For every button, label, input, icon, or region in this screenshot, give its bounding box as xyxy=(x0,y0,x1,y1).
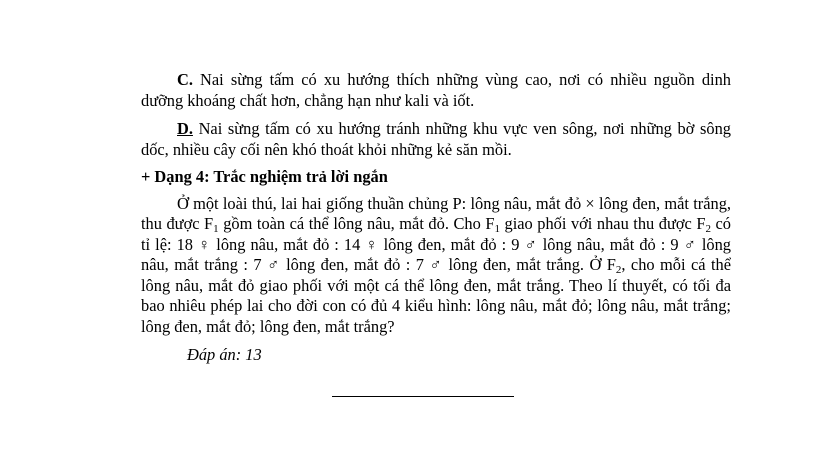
option-c-text: Nai sừng tấm có xu hướng thích những vùng cao, nơi có nhiều nguồn dinh dưỡng khoáng chất hơn, chẳng hạn như kali và iốt. xyxy=(141,70,731,110)
question-text-5: , cho mỗi cá thể lông nâu, mắt đỏ giao phối với một cá thể lông đen, mắt trắng. Theo lí thuyết, có tối đa bao nhiêu phép lai cho đời con có đủ 4 kiểu hình: lông nâu, mắt đỏ; lông nâu, mắt trắng; lông đen, mắt đỏ; lông đen, mắt trắng? xyxy=(141,255,731,336)
answer-line: Đáp án: 13 xyxy=(187,345,262,364)
subscript-f1-b: 1 xyxy=(494,223,500,235)
question-text-3: giao phối với nhau thu được F xyxy=(499,214,706,233)
option-c xyxy=(141,70,731,111)
question-text-1: Ở một loài thú, lai hai giống thuần chủng P: lông nâu, mắt đỏ × lông đen, mắt trắng, thu được F xyxy=(141,193,731,233)
subscript-f2-a: 2 xyxy=(705,223,711,235)
divider-line xyxy=(332,396,514,397)
section-heading: + Dạng 4: Trắc nghiệm trả lời ngắn xyxy=(141,167,388,186)
option-d-letter: D. xyxy=(177,119,193,138)
subscript-f1-a: 1 xyxy=(213,223,219,235)
option-d xyxy=(141,119,731,160)
question-text-4: có tỉ lệ: 18 ♀ lông nâu, mắt đỏ : 14 ♀ lông đen, mắt đỏ : 9 ♂ lông nâu, mắt đỏ : 9 ♂ lông nâu, mắt trắng : 7 ♂ lông đen, mắt đỏ : 7 ♂ lông đen, mắt trắng. Ở F xyxy=(141,214,731,274)
document-page xyxy=(141,70,731,366)
option-c-letter: C. xyxy=(177,70,193,89)
subscript-f2-b: 2 xyxy=(615,264,622,276)
option-d-text: Nai sừng tấm có xu hướng tránh những khu vực ven sông, nơi những bờ sông dốc, nhiều cây cối nên khó thoát khỏi những kẻ săn mồi. xyxy=(141,119,731,159)
question-paragraph xyxy=(141,194,731,338)
question-text-2: gồm toàn cá thể lông nâu, mắt đỏ. Cho F xyxy=(218,214,495,233)
